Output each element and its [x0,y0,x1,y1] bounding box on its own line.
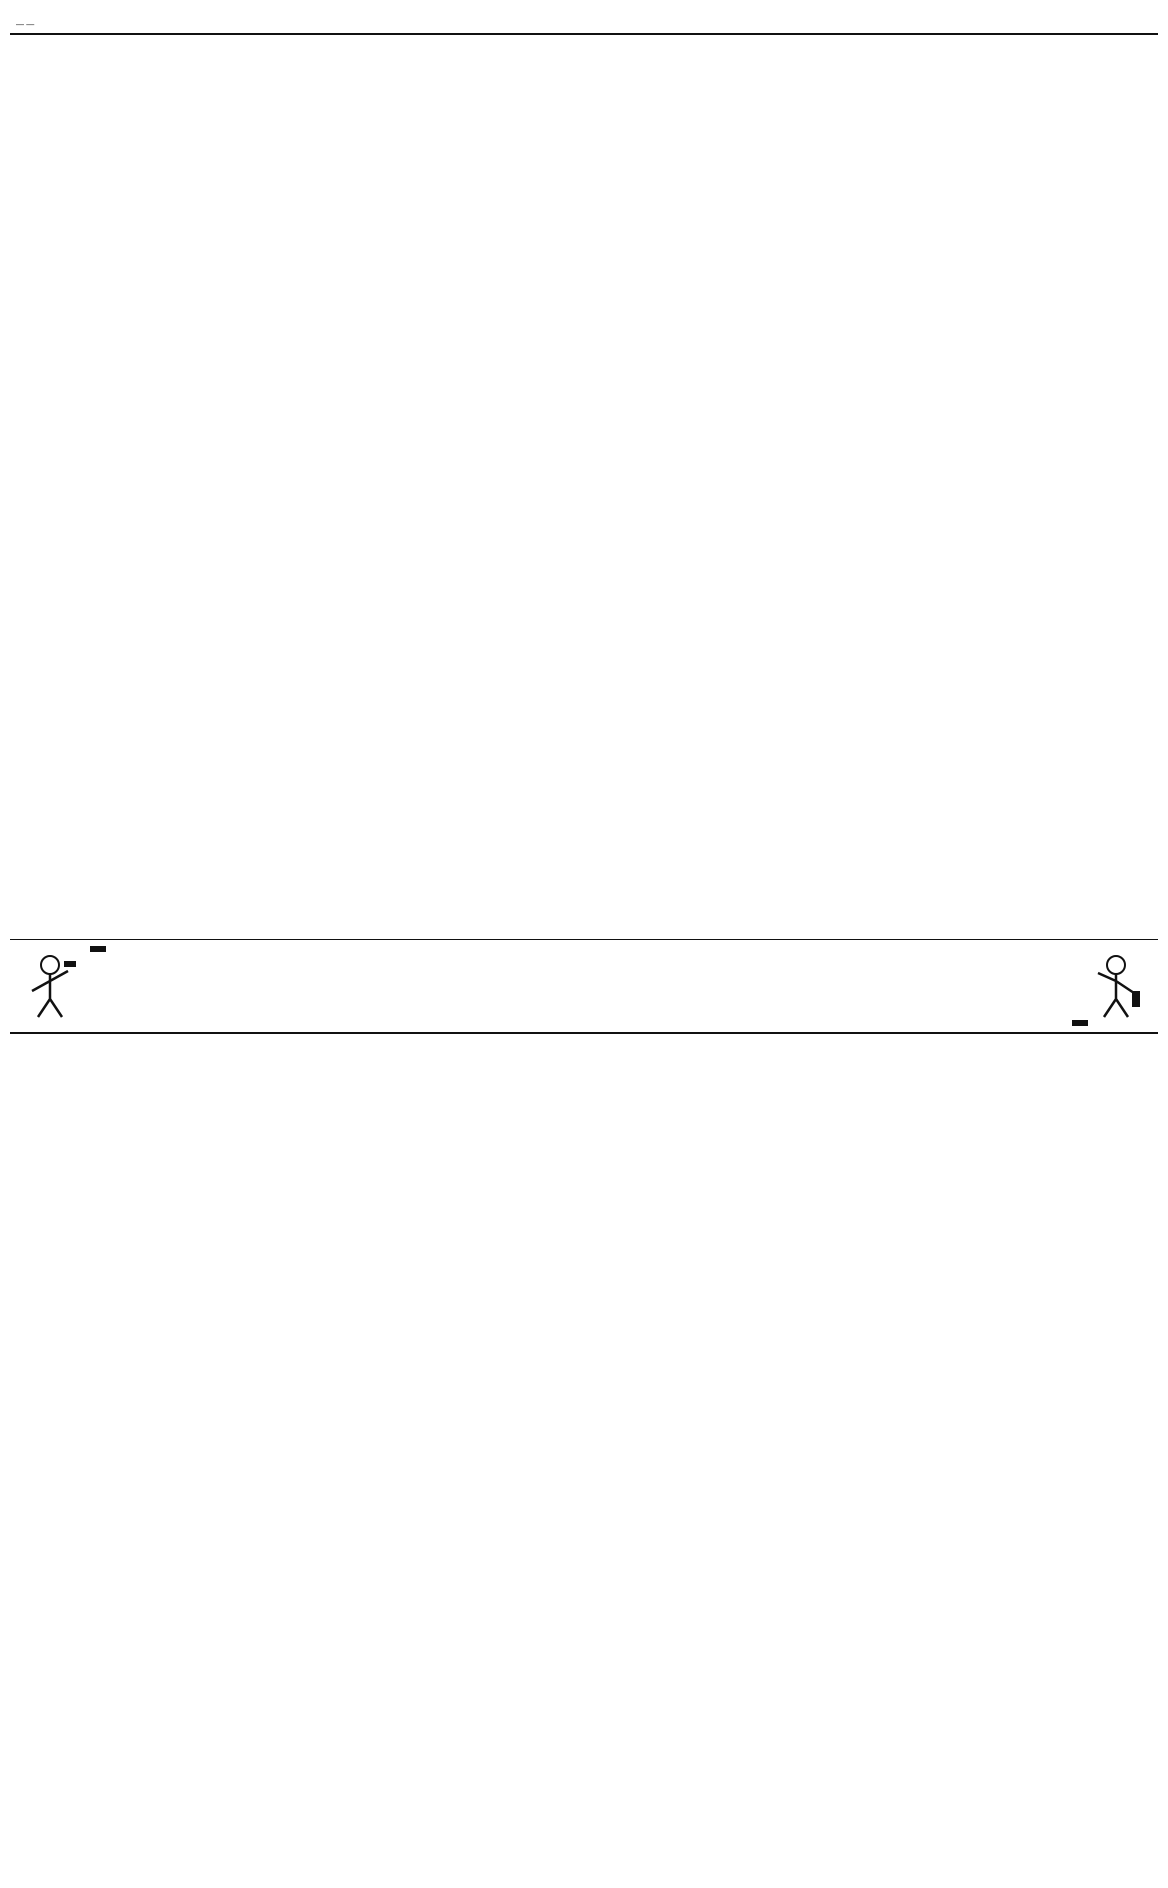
classified-top-section [10,39,1158,940]
publication-line: — — [16,20,35,29]
worker-illustration-icon [1088,951,1148,1021]
check-services-tag [1072,1020,1088,1026]
service-directory-section [10,1040,1158,1860]
banner-tag [90,946,106,952]
newspaper-page [10,8,1158,1874]
masthead [10,8,1158,35]
handyman-illustration-icon [20,951,80,1021]
directory-banner [10,940,1158,1034]
